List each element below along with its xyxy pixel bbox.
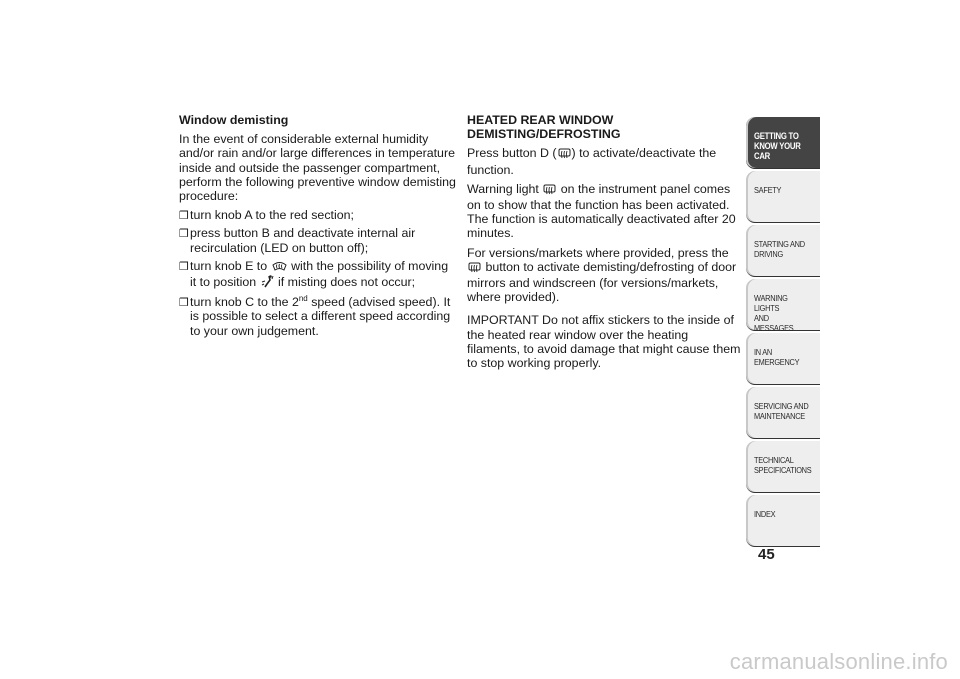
- left-column: [179, 113, 457, 342]
- tab-index[interactable]: [746, 495, 820, 547]
- heated-rear-window-icon: [468, 262, 481, 276]
- watermark: carmanualsonline.info: [729, 649, 948, 674]
- section-heading-heated-rear-window: HEATED REAR WINDOW DEMISTING/DEFROSTING: [467, 113, 621, 142]
- tab-label: SERVICING AND MAINTENANCE: [754, 401, 809, 421]
- intro-paragraph: In the event of considerable external humidity and/or rain and/or large differences in temperature inside and outside the passenger compartment, perform the following preventive window demisting procedure:: [179, 132, 456, 204]
- tab-label: SAFETY: [754, 185, 782, 195]
- tab-in-an-emergency[interactable]: [746, 333, 820, 385]
- procedure-list: [179, 208, 457, 338]
- paragraph-versions-markets: For versions/markets where provided, press the button to activate demisting/defrosting of door mirrors and windscreen (for versions/markets, where provided).: [467, 245, 737, 305]
- feet-windscreen-vent-icon: [261, 275, 274, 291]
- bullet-box: ❒: [179, 297, 189, 310]
- bullet-box: ❒: [179, 260, 189, 273]
- tab-warning-lights-and-messages[interactable]: [746, 279, 820, 331]
- tab-label: IN AN EMERGENCY: [754, 347, 800, 367]
- heated-rear-window-icon: [558, 148, 571, 162]
- chapter-tabs: [746, 117, 820, 549]
- list-item: ❒ turn knob C to the 2nd speed (advised speed). It is possible to select a different speed according to your own judgement.: [179, 294, 451, 338]
- paragraph-button-d: Press button D ( ) to activate/deactivate the function.: [467, 146, 717, 177]
- windscreen-defrost-icon: [272, 261, 287, 275]
- paragraph-warning-light: Warning light on the instrument panel comes on to show that the function has been activated. The function is automatically deactivated after 20 minutes.: [467, 181, 736, 241]
- tab-servicing-and-maintenance[interactable]: [746, 387, 820, 439]
- tab-label: GETTING TO KNOW YOUR CAR: [754, 131, 801, 161]
- tab-technical-specifications[interactable]: [746, 441, 820, 493]
- list-item: ❒ turn knob E to with the possibility of moving it to position if misting does not occur;: [179, 259, 457, 291]
- tab-label: INDEX: [754, 509, 776, 519]
- paragraph-important: IMPORTANT Do not affix stickers to the inside of the heated rear window over the heating filaments, to avoid damage that might cause them to stop working properly.: [467, 313, 741, 371]
- tab-label: STARTING AND DRIVING: [754, 239, 805, 259]
- tab-starting-and-driving[interactable]: [746, 225, 820, 277]
- page-number: 45: [758, 546, 775, 563]
- heated-rear-window-icon: [543, 184, 556, 198]
- tab-label: WARNING LIGHTS AND MESSAGES: [754, 293, 794, 333]
- list-item: ❒ turn knob A to the red section;: [179, 208, 354, 223]
- list-item: ❒ press button B and deactivate internal air recirculation (LED on button off);: [179, 226, 416, 255]
- bullet-box: ❒: [179, 228, 189, 241]
- tab-label: TECHNICAL SPECIFICATIONS: [754, 455, 812, 475]
- tab-safety[interactable]: [746, 171, 820, 223]
- bullet-box: ❒: [179, 210, 189, 223]
- tab-getting-to-know-your-car[interactable]: [746, 117, 820, 169]
- section-heading-window-demisting: Window demisting: [179, 113, 289, 127]
- right-column: [467, 113, 741, 375]
